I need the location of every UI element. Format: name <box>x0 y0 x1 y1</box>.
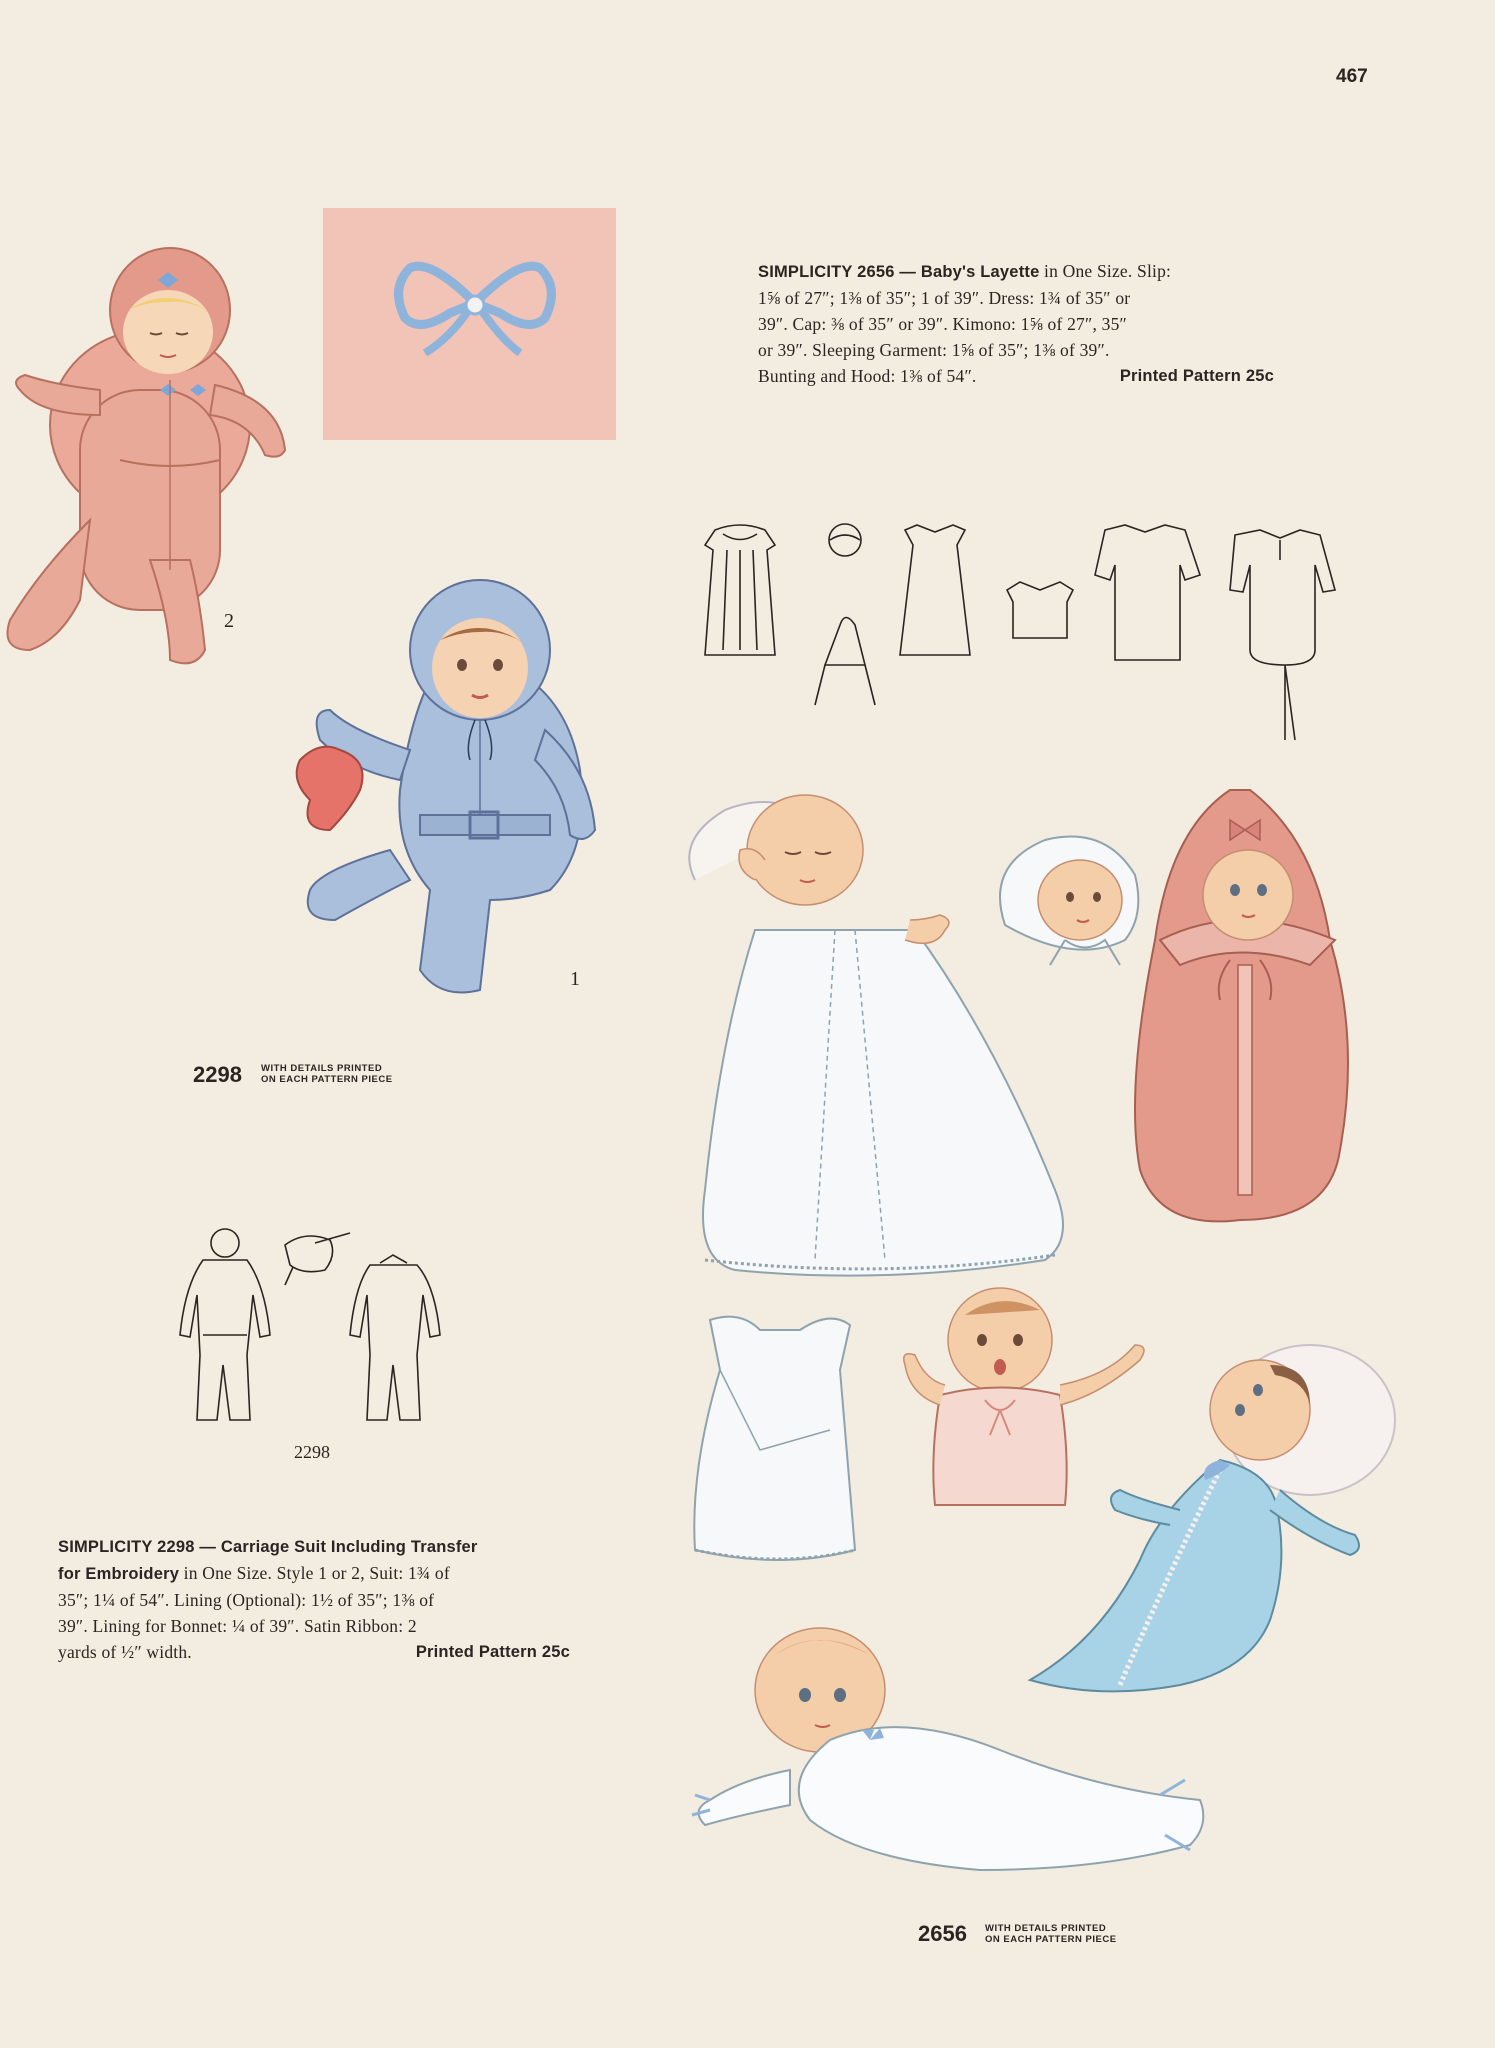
pattern-2656-line-4: Bunting and Hood: 1⅜ of 54″. <box>758 366 977 386</box>
style-1-label: 1 <box>570 968 580 990</box>
pattern-2298-details-line1: WITH DETAILS PRINTED <box>261 1063 383 1074</box>
pattern-2656-details-line1: WITH DETAILS PRINTED <box>985 1923 1107 1934</box>
pattern-2298-sketches <box>175 1225 445 1425</box>
pattern-2298-line-2: 39″. Lining for Bonnet: ¼ of 39″. Satin Ribbon: 2 <box>58 1616 417 1636</box>
pattern-2298-sketch-label: 2298 <box>294 1442 330 1462</box>
baby-style-2-illustration <box>0 240 300 670</box>
slip-illustration <box>680 1310 870 1580</box>
pattern-2656-line-0: in One Size. Slip: <box>1039 261 1172 281</box>
pink-bunting-illustration <box>1120 790 1360 1240</box>
pattern-2298-line-1: 35″; 1¼ of 54″. Lining (Optional): 1½ of 35″; 1⅜ of <box>58 1590 435 1610</box>
baby-style-1-illustration <box>290 590 650 1010</box>
pattern-2298-price: Printed Pattern 25c <box>415 1643 570 1661</box>
pattern-2656-line-2: 39″. Cap: ⅜ of 35″ or 39″. Kimono: 1⅝ of 27″, 35″ <box>758 314 1128 334</box>
pattern-2656-description <box>758 258 1274 389</box>
page-number: 467 <box>1336 66 1368 87</box>
style-2-label: 2 <box>224 610 234 632</box>
bow-transfer-icon <box>390 248 560 358</box>
pattern-2656-line-3: or 39″. Sleeping Garment: 1⅝ of 35″; 1⅜ of 39″. <box>758 340 1110 360</box>
pattern-2298-number: 2298 <box>193 1062 242 1087</box>
pattern-2298-line-0: in One Size. Style 1 or 2, Suit: 1¾ of <box>179 1563 450 1583</box>
pattern-2298-heading: SIMPLICITY 2298 — Carriage Suit Including Transfer <box>58 1538 478 1556</box>
pattern-2298-line-3: yards of ½″ width. <box>58 1642 192 1662</box>
pattern-2298-details-line2: ON EACH PATTERN PIECE <box>261 1074 393 1085</box>
pattern-2656-number: 2656 <box>918 1921 967 1946</box>
sleeping-gown-illustration <box>680 1610 1210 1910</box>
pattern-2298-heading-cont: for Embroidery <box>58 1565 180 1583</box>
pattern-2656-price: Printed Pattern 25c <box>1119 367 1274 385</box>
pattern-2656-details-line2: ON EACH PATTERN PIECE <box>985 1934 1117 1945</box>
pattern-2298-description <box>58 1533 570 1665</box>
pattern-2656-heading: SIMPLICITY 2656 — Baby's Layette <box>758 263 1040 281</box>
pattern-2656-line-1: 1⅝ of 27″; 1⅜ of 35″; 1 of 39″. Dress: 1¾ of 35″ or <box>758 288 1131 308</box>
pattern-2656-sketches <box>695 520 1355 750</box>
